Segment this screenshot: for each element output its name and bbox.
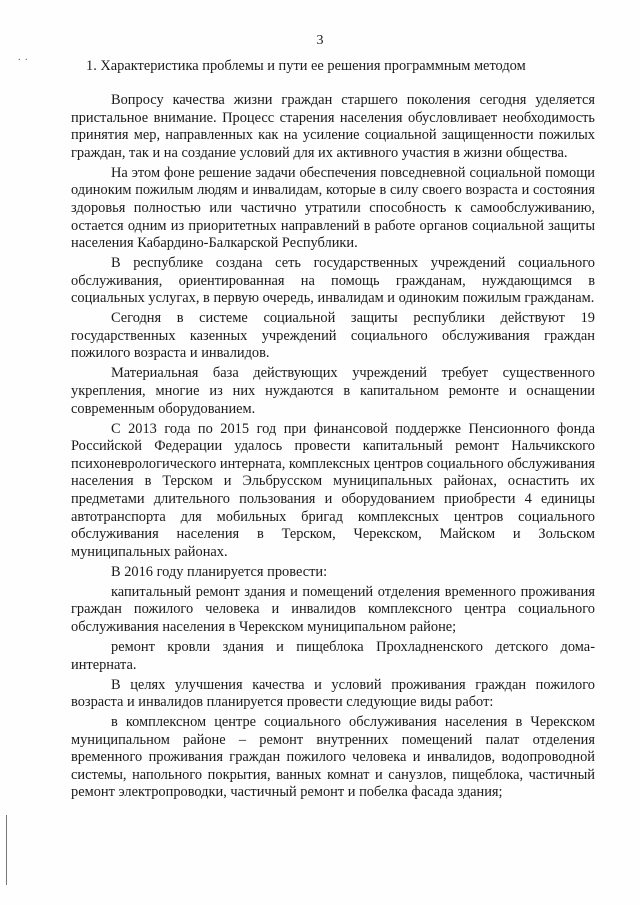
- page-number: 3: [316, 33, 324, 48]
- paragraph-8: капитальный ремонт здания и помещений отделения временного проживания граждан пожилого человека и инвалидов комплексного центра социального обслуживания населения в Черекском муниципальном районе;: [71, 583, 595, 635]
- scan-edge-line: [6, 815, 7, 885]
- paragraph-11: в комплексном центре социального обслуживания населения в Черекском муниципальном районе – ремонт внутренних помещений палат отделения временного проживания граждан пожилого человека и инвалидов, водопроводной системы, напольного покрытия, ванных комнат и санузлов, пищеблока, частичный ремонт электропроводки, частичный ремонт и побелка фасада здания;: [71, 714, 595, 801]
- body-text: [71, 92, 595, 804]
- paragraph-2: На этом фоне решение задачи обеспечения повседневной социальной помощи одиноким пожилым людям и инвалидам, которые в силу своего возраста и состояния здоровья полностью или частично утратили способность к самообслуживанию, остается одним из приоритетных направлений в работе органов социальной защиты населения Кабардино-Балкарской Республики.: [71, 164, 595, 252]
- paragraph-3: В республике создана сеть государственных учреждений социального обслуживания, ориентированная на помощь гражданам, нуждающимся в социальных услугах, в первую очередь, инвалидам и одиноким пожилым гражданам.: [71, 255, 595, 307]
- paragraph-6: С 2013 года по 2015 год при финансовой поддержке Пенсионного фонда Российской Федерации удалось провести капитальный ремонт Нальчикского психоневрологического интерната, комплексных центров социального обслуживания населения в Терском и Эльбрусском муниципальных районах, оснастить их предметами длительного пользования и оборудованием приобрести 4 единицы автотранспорта для мобильных бригад комплексных центров социального обслуживания населения в Терском, Черекском, Майском и Зольском муниципальных районах.: [71, 420, 595, 560]
- paragraph-9: ремонт кровли здания и пищеблока Прохладненского детского дома-интерната.: [71, 638, 595, 673]
- paragraph-10: В целях улучшения качества и условий проживания граждан пожилого возраста и инвалидов планируется провести следующие виды работ:: [71, 676, 595, 711]
- paragraph-1: Вопросу качества жизни граждан старшего поколения сегодня уделяется пристальное внимание. Процесс старения населения обусловливает необходимость принятия мер, направленных как на усиление социальной защищенности пожилых граждан, так и на создание условий для их активного участия в жизни общества.: [71, 92, 595, 161]
- section-title: 1. Характеристика проблемы и пути ее решения программным методом: [86, 58, 526, 74]
- paragraph-7: В 2016 году планируется провести:: [111, 563, 328, 580]
- margin-mark: . .: [18, 52, 29, 63]
- paragraph-4: Сегодня в системе социальной защиты республики действуют 19 государственных казенных учреждений социального обслуживания граждан пожилого возраста и инвалидов.: [71, 310, 595, 362]
- paragraph-5: Материальная база действующих учреждений требует существенного укрепления, многие из них нуждаются в капитальном ремонте и оснащении современным оборудованием.: [71, 365, 595, 417]
